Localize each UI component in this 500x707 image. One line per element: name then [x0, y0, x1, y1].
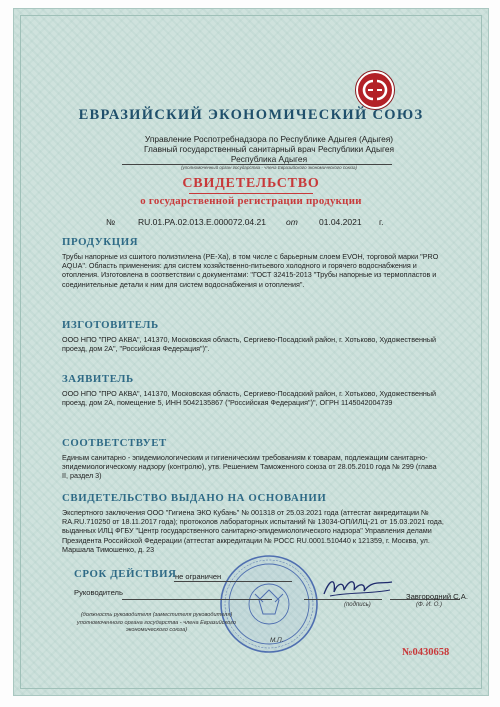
- document-title: СВИДЕТЕЛЬСТВО: [14, 176, 488, 194]
- issue-date: 01.04.2021: [319, 217, 362, 227]
- authority-line: Главный государственный санитарный врач Республики Адыгея: [143, 144, 395, 154]
- product-text: Трубы напорные из сшитого полиэтилена (PE-Xa), в том числе с барьерным слоем EVOH, торговой марки "PRO AQUA". Область применения: для систем хозяйственно-питьевого холодного и горячего водоснабжения и отопления. Изготовлена в соответствии с документами: "ГОСТ 32415-2013 "Трубы напорные из термопластов и соединительные детали к ним для систем водоснабжения и отопления".: [62, 252, 439, 289]
- eac-logo-icon: [354, 69, 396, 111]
- manufacturer-text: ООО НПО "ПРО АКВА", 141370, Московская область, Сергиево-Посадский район, г. Хотьково, Художественный проезд, дом 2А", "Российская Федерация")".: [62, 335, 437, 354]
- basis-text: Экспертного заключения ООО "Гигиена ЭКО Кубань" № 001318 от 25.03.2021 года (аттестат аккредитации № RA.RU.710250 от 18.11.2017 года); протоколов лабораторных испытаний № 13034-ОП/ИЛЦ-21 от 15.03.2021 года, выданных ИЛЦ ФГБУ "Центр государственного санитарно-эпидемиологического надзора" Управления делами Президента Российской Федерации (аттестат аккредитации № РОСС RU.0001.510440 к 121359, г. Москва, ул. Маршала Тимошенко, д. 23: [62, 508, 444, 554]
- certificate-number: RU.01.РА.02.013.Е.000072.04.21: [138, 217, 266, 227]
- position-caption: (должность руководителя (заместителя руководителя) уполномоченного органа государства - члена Евразийского экономического союза): [76, 612, 237, 634]
- product-heading: ПРОДУКЦИЯ: [62, 236, 139, 248]
- applicant-text: ООО НПО "ПРО АКВА", 141370, Московская область, Сергиево-Посадский район, г. Хотьково, Художественный проезд, дом 2А, помещение 5, ИНН 5042135867 ("Российская Федерация")", ОГРН 1145042004739: [62, 389, 437, 408]
- signature-icon: [320, 572, 396, 602]
- compliance-text: Единым санитарно - эпидемиологическим и гигиеническим требованиям к товарам, подлежащим санитарно-эпидемиологическому надзору (контролю), утв. Решением Таможенного союза от 28.05.2010 года № 299 (глава II, раздел 3): [62, 453, 437, 481]
- applicant-heading: ЗАЯВИТЕЛЬ: [62, 373, 134, 385]
- authority-line: Республика Адыгея: [230, 154, 308, 164]
- number-sign: №: [106, 217, 116, 227]
- validity-value: не ограничен: [175, 572, 222, 581]
- manufacturer-heading: ИЗГОТОВИТЕЛЬ: [62, 319, 159, 331]
- head-label: Руководитель: [74, 588, 123, 597]
- signature-caption: (подпись): [344, 602, 371, 608]
- name-caption: (Ф. И. О.): [416, 602, 443, 608]
- official-seal-icon: [219, 554, 319, 654]
- year-suffix: г.: [379, 217, 384, 227]
- validity-label: СРОК ДЕЙСТВИЯ: [74, 568, 177, 580]
- document-subtitle: о государственной регистрации продукции: [140, 195, 362, 207]
- signature-rule: [304, 599, 382, 600]
- compliance-heading: СООТВЕТСТВУЕТ: [62, 437, 167, 449]
- basis-heading: СВИДЕТЕЛЬСТВО ВЫДАНО НА ОСНОВАНИИ: [62, 492, 327, 504]
- certificate-sheet: [13, 8, 489, 696]
- date-from-label: от: [286, 217, 298, 227]
- signatory-name: Завгородний С.А.: [406, 592, 468, 601]
- stamp-caption: М.П.: [270, 637, 284, 644]
- union-title: ЕВРАЗИЙСКИЙ ЭКОНОМИЧЕСКИЙ СОЮЗ: [78, 107, 424, 123]
- serial-number: №0430658: [402, 647, 450, 658]
- authority-caption: (уполномоченный орган государства - члена Евразийского экономического союза): [180, 165, 358, 170]
- issuing-authority: [104, 134, 434, 164]
- position-rule: [122, 599, 272, 600]
- authority-line: Управление Роспотребнадзора по Республике Адыгея (Адыгея): [144, 134, 394, 144]
- validity-rule: [174, 581, 292, 582]
